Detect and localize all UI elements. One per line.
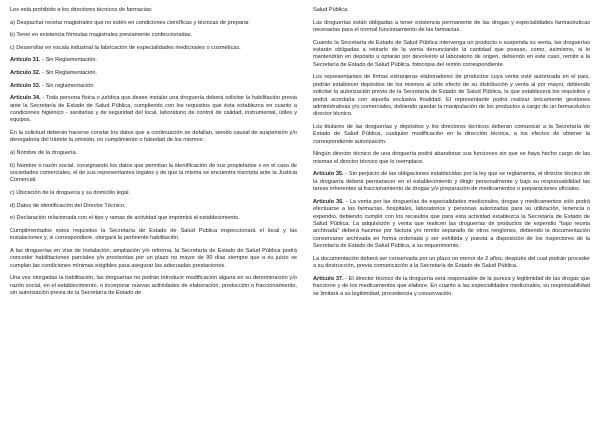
paragraph: [10, 32, 297, 39]
paragraph: [10, 7, 297, 14]
paragraph: [10, 228, 297, 243]
paragraph: [10, 95, 297, 125]
paragraph-text: Les está prohibido a los directores técnicos de farmacias:: [10, 7, 153, 13]
paragraph: [10, 203, 297, 210]
paragraph-text: Los titulares de las droguerías y depósitos y los directores técnicos deberán comunicar a la Secretaría de Estado de Salud Pública, cualquier modificación en la dirección técnica, a los efectos de obtener la correspondiente autorización.: [313, 124, 590, 145]
paragraph-text: d) Datos de identificación del Director Técnico.: [10, 202, 126, 209]
article-label: Artículo 32.: [10, 69, 41, 76]
paragraph-text: A las droguerías en vías de instalación, ampliación y/o reforma, la Secretaría de Estado de Salud Pública podrá conceder habilitaciones parciales y/o provisorias por un plazo no mayor de 90 días siempre que a su juicio se cumplan las condiciones mínimas exigibles para asegurar las adecuadas prestaciones.: [10, 247, 297, 269]
paragraph: [10, 150, 297, 157]
paragraph-text: Salud Pública.: [313, 7, 349, 13]
paragraph: [10, 70, 297, 77]
left-column: [10, 7, 297, 424]
paragraph: [313, 199, 590, 251]
paragraph: [10, 248, 297, 270]
article-label: Artículo 34.: [10, 95, 41, 102]
article-label: Artículo 36.: [313, 198, 344, 205]
paragraph: [313, 276, 590, 298]
article-label: Artículo 31.: [10, 57, 41, 64]
paragraph: [313, 20, 590, 35]
paragraph-text: Cuando la Secretaría de Estado de Salud Pública intervenga un producto o suspenda su venta, las droguerías estarán obligadas a retirarlo de la venta denunciando la cantidad que posean, como, asimismo, si lo mantendrán en depósito u optarán por devolverlo al laboratorio de origen, debiendo en este caso, remitir a la Secretaría de Estado de Salud Pública, fotocopia del remito correspondiente.: [313, 39, 590, 68]
paragraph: [10, 45, 297, 52]
right-column: [313, 7, 590, 424]
article-label: Artículo 35.: [313, 171, 344, 178]
paragraph-text: Una vez otorgadas la habilitación, las droguerías no podrán introducir modificación alguna en su denominación y/o razón social, en el establecimiento, o incorporar nuevas actividades de elaboración, producción o fraccionamiento, sin autorización previa de la Secretaría de Estado de: [10, 275, 297, 296]
paragraph: [10, 57, 297, 64]
paragraph: [313, 151, 590, 166]
paragraph: [313, 7, 590, 14]
paragraph: [10, 20, 297, 27]
paragraph-text: Ningún director técnico de una droguería podrá abandonar sus funciones sin que se haya hecho cargo de las mismas el director técnico que lo reemplace.: [313, 151, 590, 165]
paragraph-text: e) Declaración relacionada con el tipo y ramas de actividad que imprimirá al establecimiento.: [10, 215, 240, 222]
article-label: Artículo 37.: [313, 275, 344, 282]
paragraph-text: - Sin Reglamentación.: [40, 69, 98, 76]
paragraph-text: b) Nombre o razón social, consignando los datos que permitan la identificación de sus propietarios o en el caso de sociedades comerciales, el de sus representantes legales y de que la misma se encuentra inscripta ante la Justicia Comercial.: [10, 162, 297, 184]
paragraph: [10, 83, 297, 90]
paragraph-text: Cumplimentados estos requisitos la Secretaría de Estado de Salud Pública inspeccionará el local y las instalaciones y, si correspondiere, otorgará la pertinente habilitación.: [10, 227, 297, 242]
paragraph-text: La documentación deberá ser conservada por un plazo no menor de 2 años, después del cual podrán proceder a su destrucción, previa comunicación a la Secretaría de Estado de Salud Pública.: [313, 255, 590, 270]
paragraph-text: a) Despachar recetar magistrales que no estén en condiciones científicas y técnicas de preparar.: [10, 19, 251, 26]
article-label: Artículo 33.: [10, 82, 41, 89]
paragraph-text: - Toda persona física o jurídica que desee instalar una droguería deberá solicitar la habilitación previa ante la Secretaría de Estado de Salud Pública, cumpliendo con los requisitos que ésta establezca en cuanto a condiciones higiénico - sanitarias y de seguridad del local, laboratorio de control de calidad, instrumental, útiles y equipos.: [10, 95, 297, 124]
paragraph: [313, 171, 590, 193]
paragraph: [313, 74, 590, 118]
paragraph: [313, 124, 590, 146]
paragraph-text: - El director técnico de la droguería será responsable de la pureza y legitimidad de las drogas que fraccione y de los medicamentos que elabore. En cuanto a las especialidades medicinales, su responsabilidad se limitará a su legitimidad, procedencia y conservación.: [313, 275, 590, 297]
paragraph-text: b) Tener en existencia fórmulas magistrales previamente confeccionadas.: [10, 32, 193, 39]
paragraph-text: c) Ubicación de la droguería y su domicilio legal.: [10, 189, 131, 196]
paragraph: [313, 40, 590, 70]
paragraph-text: - Sin perjuicio de las obligaciones establecidas por la ley que se reglamenta, el director técnico de la droguería deberá permanecer en el establecimiento y dirigir personalmente y bajo su responsabilidad las tareas inherentes al fraccionamiento de drogas y/o preparación de medicamentos o preparaciones oficiales.: [313, 171, 590, 193]
paragraph: [10, 215, 297, 222]
paragraph-text: - Sin reglamentación.: [40, 82, 95, 89]
paragraph: [10, 275, 297, 297]
paragraph-text: - La venta por las droguerías de especialidades medicinales, drogas y medicamentos sólo podrá efectuarse a las farmacias, hospitales, laboratorios y personas autorizadas para su utilización, tenencia o expendio, debiendo cumplir con los recaudos que para esta actividad establezca la Secretaría de Estado de Salud Pública. La adquisición y venta que realicen las droguerías de productos de expendio "bajo receta archivada" deberá hacerse por factura y/o remito separado de otros renglones, debiendo la documentación conservarse archivada en forma ordenada y ser exhibida y puesta a disposición de los inspectores de la Secretaría de Estado de Salud Pública, a su requerimiento.: [313, 198, 590, 250]
paragraph: [10, 163, 297, 185]
paragraph-text: Los representantes de firmas extranjeras elaboradores de productos cuya venta esté autorizada en el país, podrán establecer depósitos de los mismos al sólo efecto de su distribución y venta al por mayor, debiendo solicitar la autorización previa de la Secretaría de Estado de Salud Pública, la que establecerá los requisitos y podrá acordarla con aquella exclusiva finalidad. El representante podrá realizar únicamente gestiones administrativas y/o comerciales, debiendo quedar la manipulación de los productos a cargo de un farmacéutico director técnico.: [313, 74, 590, 118]
paragraph: [10, 130, 297, 145]
paragraph-text: c) Desarrollar en escala industrial la fabricación de especialidades medicinales o cosméticas.: [10, 44, 241, 51]
paragraph: [10, 190, 297, 197]
paragraph-text: a) Nombre de la droguería.: [10, 149, 78, 156]
paragraph-text: - Sin Reglamentación.: [40, 57, 98, 64]
paragraph-text: En la solicitud deberán hacerse constar los datos que a continuación se detallan, siendo causal de suspensión y/o denegatoria del trámite la omisión, no cumplimiento o falsedad de los mismos:: [10, 129, 297, 144]
paragraph-text: Las droguerías están obligadas a tener existencia permanente de las drogas y especialidades farmacéuticas necesarias para el normal funcionamiento de las farmacias.: [313, 19, 590, 33]
paragraph: [313, 256, 590, 271]
